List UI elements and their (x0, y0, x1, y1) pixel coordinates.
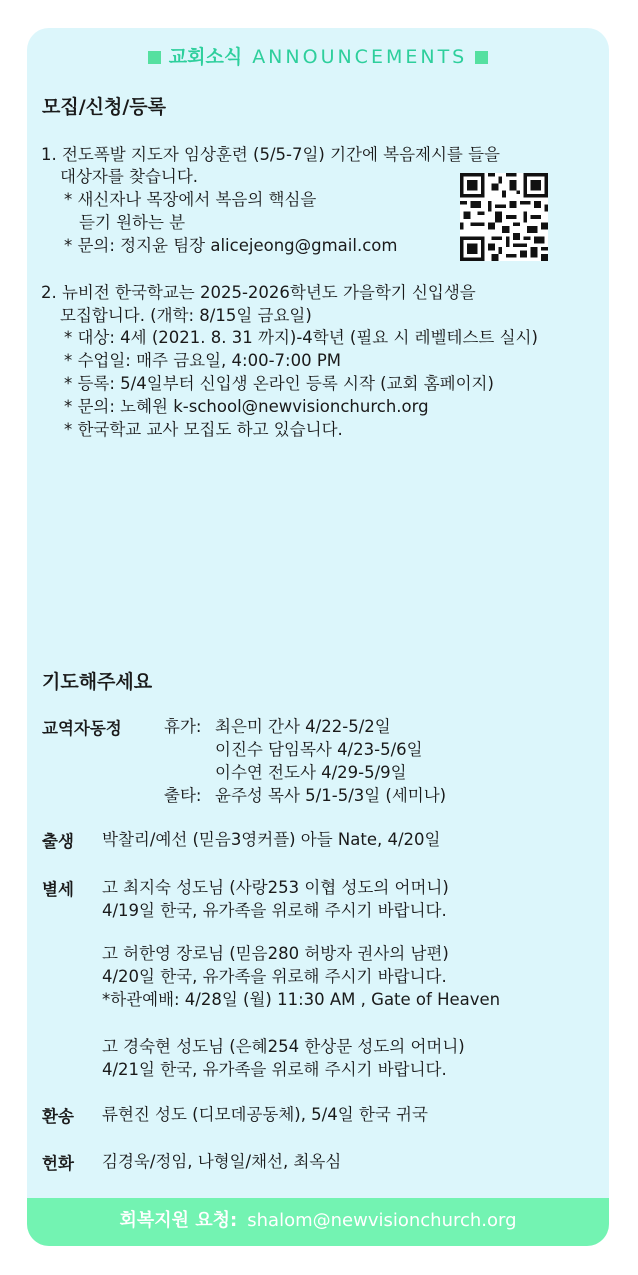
announcements-header (27, 42, 609, 69)
vacation-label: 휴가: (164, 717, 202, 736)
recruit-item2-line6: * 문의: 노혜원 k-school@newvisionchurch.org (64, 397, 429, 416)
passing-c1: 고 경숙현 성도님 (은혜254 한상문 성도의 어머니) (102, 1037, 465, 1056)
farewell-text: 류현진 성도 (디모데공동체), 5/4일 한국 귀국 (102, 1105, 428, 1124)
square-bullet-icon (475, 51, 488, 64)
recruit-item2-line3: * 대상: 4세 (2021. 8. 31 까지)-4학년 (필요 시 레벨테스트 실시) (64, 328, 538, 347)
recruit-item2-line2: 모집합니다. (개학: 8/15일 금요일) (60, 306, 312, 325)
recruit-item1-line4: 듣기 원하는 분 (79, 213, 186, 232)
flowers-label: 헌화 (42, 1154, 74, 1173)
trip-label: 출타: (164, 786, 202, 805)
recruit-section-title: 모집/신청/등록 (42, 96, 167, 118)
vacation-entry-1: 최은미 간사 4/22-5/2일 (215, 717, 391, 736)
recruit-item1-line3: * 새신자나 목장에서 복음의 핵심을 (64, 190, 317, 209)
recruit-item1-line1: 1. 전도폭발 지도자 임상훈련 (5/5-7일) 기간에 복음제시를 들을 (41, 145, 500, 164)
header-english: ANNOUNCEMENTS (252, 46, 468, 68)
passing-a2: 4/19일 한국, 유가족을 위로해 주시기 바랍니다. (102, 901, 447, 920)
prayer-section-title: 기도해주세요 (42, 671, 153, 693)
passing-b2: 4/20일 한국, 유가족을 위로해 주시기 바랍니다. (102, 967, 447, 986)
square-bullet-icon (148, 51, 161, 64)
birth-label: 출생 (42, 832, 74, 851)
recruit-item2-line7: * 한국학교 교사 모집도 하고 있습니다. (64, 420, 343, 439)
recruit-item2-line5: * 등록: 5/4일부터 신입생 온라인 등록 시작 (교회 홈페이지) (64, 374, 494, 393)
recruit-item1-line5: * 문의: 정지윤 팀장 alicejeong@gmail.com (64, 236, 398, 255)
footer-label: 회복지원 요청: (119, 1210, 238, 1231)
passing-c2: 4/21일 한국, 유가족을 위로해 주시기 바랍니다. (102, 1060, 447, 1079)
passing-b3: *하관예배: 4/28일 (월) 11:30 AM , Gate of Heaven (102, 990, 501, 1009)
footer-bar (27, 1198, 609, 1246)
header-korean: 교회소식 (168, 46, 243, 68)
recruit-item2-line1: 2. 뉴비전 한국학교는 2025-2026학년도 가을학기 신입생을 (41, 283, 476, 302)
recruit-item2-line4: * 수업일: 매주 금요일, 4:00-7:00 PM (64, 351, 342, 370)
passing-b1: 고 허한영 장로님 (믿음280 허방자 권사의 남편) (102, 944, 449, 963)
recruit-item1-line2: 대상자를 찾습니다. (60, 167, 199, 186)
trip-entry-1: 윤주성 목사 5/1-5/3일 (세미나) (215, 786, 447, 805)
passing-a1: 고 최지숙 성도님 (사랑253 이협 성도의 어머니) (102, 878, 449, 897)
farewell-label: 환송 (42, 1107, 74, 1126)
vacation-entry-2: 이진수 담임목사 4/23-5/6일 (215, 740, 423, 759)
passing-label: 별세 (42, 880, 74, 899)
flowers-text: 김경욱/정임, 나형일/채선, 최옥심 (102, 1152, 342, 1171)
birth-text: 박찰리/예선 (믿음3영커플) 아들 Nate, 4/20일 (102, 830, 441, 849)
qr-code-icon[interactable] (460, 173, 548, 261)
vacation-entry-3: 이수연 전도사 4/29-5/9일 (215, 763, 407, 782)
footer-email-link[interactable]: shalom@newvisionchurch.org (247, 1210, 517, 1231)
ministers-label: 교역자동정 (42, 719, 122, 738)
announcements-card (27, 28, 609, 1246)
